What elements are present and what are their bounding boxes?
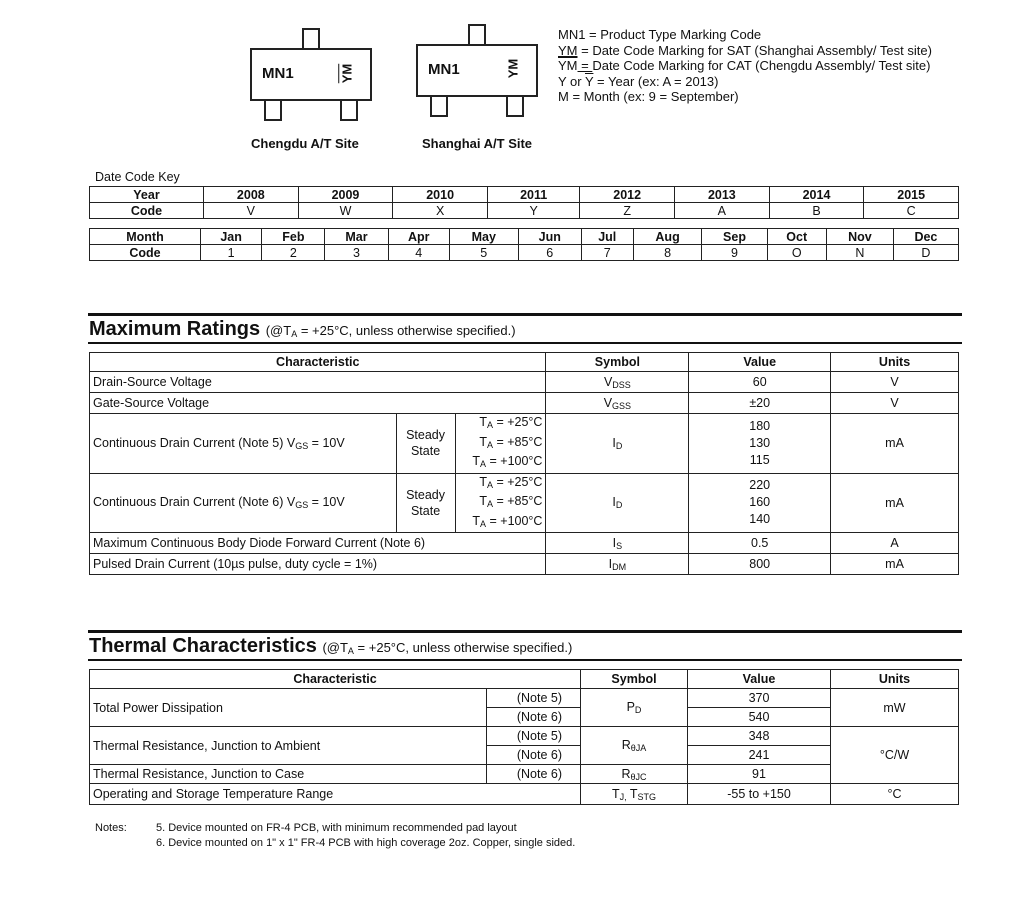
value-cell: 60: [689, 372, 831, 393]
char-cell: Continuous Drain Current (Note 5) $V_{GS} = 10V$: [90, 414, 397, 474]
value-cell: ±20: [689, 393, 831, 414]
symbol-cell: $I_S$: [546, 533, 689, 554]
header-units: Units: [831, 670, 959, 689]
package-shanghai: [416, 24, 538, 120]
code-cell: 5: [449, 245, 518, 261]
code-cell: 2: [262, 245, 325, 261]
bottom-right-pin: [340, 99, 358, 121]
code-cell: W: [298, 203, 393, 219]
month-cell: Aug: [633, 229, 702, 245]
symbol-cell: $V_{GSS}$: [546, 393, 689, 414]
value-cell: 370: [688, 689, 831, 708]
table-row: [90, 765, 959, 784]
value-cell: -55 to +150: [688, 784, 831, 805]
year-cell: 2010: [393, 187, 488, 203]
table-row: [90, 533, 959, 554]
symbol-cell: $I_D$: [546, 473, 689, 533]
year-cell: 2012: [580, 187, 675, 203]
year-cell: 2015: [864, 187, 959, 203]
month-cell: Jul: [581, 229, 633, 245]
value-cell: 348: [688, 727, 831, 746]
month-cell: Sep: [702, 229, 767, 245]
code-cell: X: [393, 203, 488, 219]
header-characteristic: Characteristic: [90, 353, 546, 372]
value-cell: 540: [688, 708, 831, 727]
temp-cell: $T_A = +25^\circ C$ $T_A = +85^\circ C$ $T_A = +100^\circ C$: [455, 414, 546, 474]
note-6: 6. Device mounted on 1" x 1" FR-4 PCB with high coverage 2oz. Copper, single sided.: [156, 836, 576, 849]
header-symbol: Symbol: [546, 353, 689, 372]
note-5: 5. Device mounted on FR-4 PCB, with minimum recommended pad layout: [156, 822, 517, 834]
note-cell: (Note 6): [487, 765, 581, 784]
site-label-shanghai: Shanghai A/T Site: [422, 136, 533, 151]
unit-cell: V: [831, 372, 959, 393]
package-chengdu: [250, 28, 372, 124]
symbol-cell: $I_{DM}$: [546, 554, 689, 575]
note-cell: (Note 6): [487, 708, 581, 727]
symbol-cell: $P_D$: [581, 689, 688, 727]
year-header: Year: [90, 187, 204, 203]
table-row: [90, 414, 959, 474]
month-cell: Mar: [325, 229, 388, 245]
temp-cell: $T_A = +25^\circ C$ $T_A = +85^\circ C$ $T_A = +100^\circ C$: [455, 473, 546, 533]
month-cell: Dec: [893, 229, 958, 245]
note-cell: (Note 5): [487, 727, 581, 746]
month-cell: Apr: [388, 229, 449, 245]
top-pin: [302, 28, 320, 50]
table-row: [90, 245, 959, 261]
legend-line: MN1 = Product Type Marking Code: [558, 27, 762, 42]
code-cell: N: [826, 245, 893, 261]
symbol-cell: $R_{\theta JC}$: [581, 765, 688, 784]
table-row: [90, 229, 959, 245]
value-cell: 180 130 115: [689, 414, 831, 474]
max-ratings-table: [89, 352, 959, 575]
code-cell: C: [864, 203, 959, 219]
unit-cell: mA: [831, 554, 959, 575]
code-cell: V: [204, 203, 299, 219]
legend-line: YM = Date Code Marking for SAT (Shanghai Assembly/ Test site): [558, 42, 932, 58]
code-cell: 4: [388, 245, 449, 261]
code-cell: 6: [518, 245, 581, 261]
code-cell: D: [893, 245, 958, 261]
table-row: [90, 473, 959, 533]
note-cell: (Note 5): [487, 689, 581, 708]
char-cell: Gate-Source Voltage: [90, 393, 546, 414]
char-cell: Operating and Storage Temperature Range: [90, 784, 581, 805]
month-code-table: [89, 228, 959, 261]
bottom-right-pin: [506, 95, 524, 117]
table-row: [90, 203, 959, 219]
code-cell: A: [675, 203, 770, 219]
char-cell: Maximum Continuous Body Diode Forward Current (Note 6): [90, 533, 546, 554]
unit-cell: V: [831, 393, 959, 414]
state-cell: Steady State: [396, 414, 455, 474]
top-pin: [468, 24, 486, 46]
year-cell: 2014: [769, 187, 864, 203]
table-row: [90, 670, 959, 689]
symbol-cell: $R_{\theta JA}$: [581, 727, 688, 765]
code-cell: B: [769, 203, 864, 219]
code-header: Code: [90, 203, 204, 219]
bottom-left-pin: [264, 99, 282, 121]
char-cell: Continuous Drain Current (Note 6) $V_{GS} = 10V$: [90, 473, 397, 533]
max-ratings-title: Maximum Ratings ($@T_A = +25^\circ C$, unless otherwise specified.): [89, 318, 516, 340]
value-cell: 800: [689, 554, 831, 575]
year-cell: 2008: [204, 187, 299, 203]
month-cell: Nov: [826, 229, 893, 245]
table-row: [90, 187, 959, 203]
table-row: [90, 393, 959, 414]
value-cell: 0.5: [689, 533, 831, 554]
table-row: [90, 784, 959, 805]
char-cell: Thermal Resistance, Junction to Case: [90, 765, 487, 784]
notes-list: [156, 821, 575, 850]
char-cell: Thermal Resistance, Junction to Ambient: [90, 727, 487, 765]
header-value: Value: [688, 670, 831, 689]
table-row: [90, 353, 959, 372]
value-cell: 91: [688, 765, 831, 784]
date-code: $\overline{YM}$: [339, 63, 355, 84]
header-units: Units: [831, 353, 959, 372]
unit-cell: mA: [831, 473, 959, 533]
symbol-cell: $V_{DSS}$: [546, 372, 689, 393]
month-cell: Jan: [201, 229, 262, 245]
header-symbol: Symbol: [581, 670, 688, 689]
thermal-table: [89, 669, 959, 805]
header-value: Value: [689, 353, 831, 372]
char-cell: Pulsed Drain Current (10µs pulse, duty cycle = 1%): [90, 554, 546, 575]
code-cell: 8: [633, 245, 702, 261]
month-cell: Oct: [767, 229, 826, 245]
code-cell: Z: [580, 203, 675, 219]
code-cell: O: [767, 245, 826, 261]
unit-cell: mW: [831, 689, 959, 727]
section-divider: [88, 630, 962, 633]
legend-line: Y or $\overline{Y}$ = Year (ex: A = 2013): [558, 73, 719, 89]
code-header: Code: [90, 245, 201, 261]
symbol-cell: $T_{J,}$ $T_{STG}$: [581, 784, 688, 805]
year-cell: 2011: [487, 187, 579, 203]
legend-line: $\overline{YM}$ = Date Code Marking for CAT (Chengdu Assembly/ Test site): [558, 58, 931, 73]
marking-legend: [558, 27, 932, 105]
value-cell: 220 160 140: [689, 473, 831, 533]
table-row: [90, 554, 959, 575]
year-cell: 2009: [298, 187, 393, 203]
unit-cell: A: [831, 533, 959, 554]
section-underline: [88, 659, 962, 661]
table-row: [90, 372, 959, 393]
table-row: [90, 727, 959, 746]
site-label-chengdu: Chengdu A/T Site: [251, 136, 359, 151]
bottom-left-pin: [430, 95, 448, 117]
section-underline: [88, 342, 962, 344]
unit-cell: °C: [831, 784, 959, 805]
table-row: [90, 689, 959, 708]
month-cell: Jun: [518, 229, 581, 245]
month-header: Month: [90, 229, 201, 245]
char-cell: Drain-Source Voltage: [90, 372, 546, 393]
code-cell: 1: [201, 245, 262, 261]
note-cell: (Note 6): [487, 746, 581, 765]
month-cell: Feb: [262, 229, 325, 245]
section-divider: [88, 313, 962, 316]
year-code-table: [89, 186, 959, 219]
symbol-cell: $I_D$: [546, 414, 689, 474]
legend-line: M = Month (ex: 9 = September): [558, 89, 739, 104]
notes-label: Notes:: [95, 822, 127, 834]
thermal-title: Thermal Characteristics ($@T_A = +25^\circ C$, unless otherwise specified.): [89, 635, 573, 657]
code-cell: Y: [487, 203, 579, 219]
marking-code: MN1: [428, 61, 460, 78]
code-cell: 3: [325, 245, 388, 261]
value-cell: 241: [688, 746, 831, 765]
unit-cell: °C/W: [831, 727, 959, 784]
char-cell: Total Power Dissipation: [90, 689, 487, 727]
marking-code: MN1: [262, 65, 294, 82]
state-cell: Steady State: [396, 473, 455, 533]
date-code: YM: [505, 58, 521, 79]
month-cell: May: [449, 229, 518, 245]
date-code-key-title: Date Code Key: [95, 170, 180, 184]
header-characteristic: Characteristic: [90, 670, 581, 689]
code-cell: 7: [581, 245, 633, 261]
year-cell: 2013: [675, 187, 770, 203]
unit-cell: mA: [831, 414, 959, 474]
code-cell: 9: [702, 245, 767, 261]
